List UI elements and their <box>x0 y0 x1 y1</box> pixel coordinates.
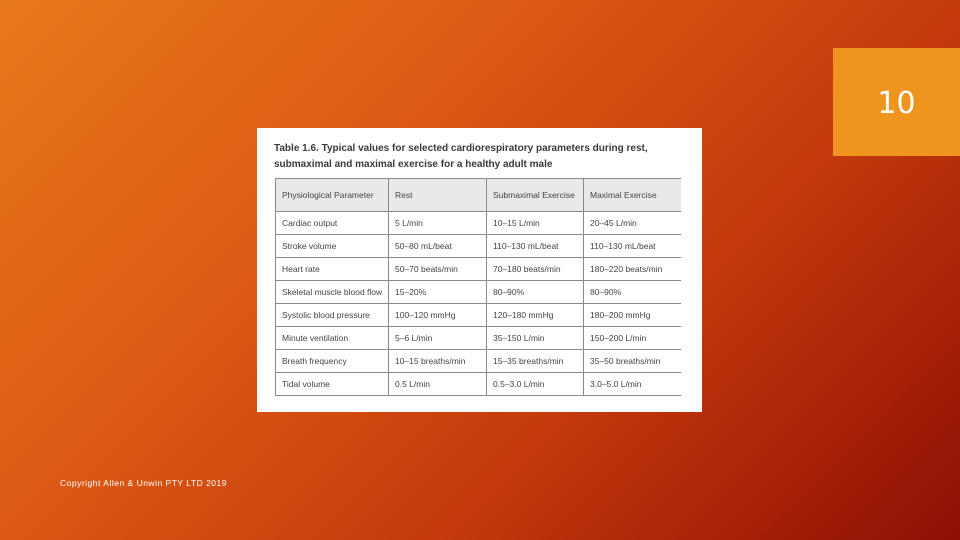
table-cell: 35–150 L/min <box>487 327 584 350</box>
table-cell: Breath frequency <box>276 350 389 373</box>
table-cell: 80–90% <box>487 281 584 304</box>
table-cell: 15–20% <box>389 281 487 304</box>
table-cell: Tidal volume <box>276 373 389 396</box>
table-cell: 110–130 mL/beat <box>584 235 682 258</box>
table-cell: Heart rate <box>276 258 389 281</box>
table-wrapper <box>275 178 681 396</box>
table-cell: 180–220 beats/min <box>584 258 682 281</box>
table-caption: Table 1.6. Typical values for selected cardiorespiratory parameters during rest, submaximal and maximal exercise for a healthy adult male <box>274 143 648 170</box>
cardiorespiratory-table <box>275 178 681 396</box>
header-submaximal: Submaximal Exercise <box>487 179 584 212</box>
table-cell: 150–200 L/min <box>584 327 682 350</box>
table-cell: Cardiac output <box>276 212 389 235</box>
table-cell: 80–90% <box>584 281 682 304</box>
table-row <box>276 258 682 281</box>
table-row <box>276 350 682 373</box>
header-rest: Rest <box>389 179 487 212</box>
table-cell: Stroke volume <box>276 235 389 258</box>
table-image <box>257 128 702 412</box>
table-cell: Skeletal muscle blood flow <box>276 281 389 304</box>
table-row <box>276 235 682 258</box>
copyright-notice: Copyright Allen & Unwin PTY LTD 2019 <box>60 478 227 488</box>
header-maximal: Maximal Exercise <box>584 179 682 212</box>
table-cell: 110–130 mL/beat <box>487 235 584 258</box>
table-cell: 70–180 beats/min <box>487 258 584 281</box>
table-cell: 35–50 breaths/min <box>584 350 682 373</box>
table-cell: 50–70 beats/min <box>389 258 487 281</box>
table-cell: 120–180 mmHg <box>487 304 584 327</box>
table-cell: 5–6 L/min <box>389 327 487 350</box>
table-row <box>276 373 682 396</box>
page-number-badge <box>833 48 960 156</box>
table-row <box>276 281 682 304</box>
table-cell: 5 L/min <box>389 212 487 235</box>
table-cell: 50–80 mL/beat <box>389 235 487 258</box>
table-cell: 3.0–5.0 L/min <box>584 373 682 396</box>
table-cell: 20–45 L/min <box>584 212 682 235</box>
table-cell: 10–15 L/min <box>487 212 584 235</box>
table-cell: 0.5–3.0 L/min <box>487 373 584 396</box>
header-parameter: Physiological Parameter <box>276 179 389 212</box>
table-row <box>276 212 682 235</box>
table-row <box>276 304 682 327</box>
table-cell: 0.5 L/min <box>389 373 487 396</box>
table-cell: 180–200 mmHg <box>584 304 682 327</box>
table-header-row <box>276 179 682 212</box>
table-cell: Minute ventilation <box>276 327 389 350</box>
table-cell: 10–15 breaths/min <box>389 350 487 373</box>
table-cell: Systolic blood pressure <box>276 304 389 327</box>
page-number: 10 <box>877 85 916 121</box>
table-row <box>276 327 682 350</box>
table-cell: 15–35 breaths/min <box>487 350 584 373</box>
table-cell: 100–120 mmHg <box>389 304 487 327</box>
